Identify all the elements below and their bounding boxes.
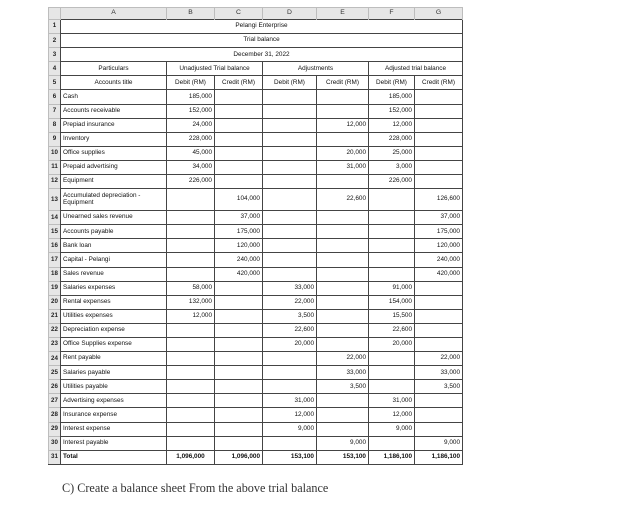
adjusted-debit-cell[interactable]: 20,000 <box>369 337 415 351</box>
unadjusted-credit-cell[interactable]: 240,000 <box>215 253 263 267</box>
adjusted-credit-cell[interactable] <box>415 160 463 174</box>
column-titles-row <box>49 76 463 90</box>
account-row <box>49 104 463 118</box>
unadjusted-credit-cell[interactable] <box>215 118 263 132</box>
adjusted-credit-cell[interactable]: 126,600 <box>415 189 463 211</box>
adjustments-debit-cell[interactable]: 9,000 <box>263 422 317 436</box>
row-number[interactable]: 28 <box>49 408 61 422</box>
adjustments-debit-cell[interactable]: 33,000 <box>263 281 317 295</box>
adjusted-debit-cell[interactable] <box>369 189 415 211</box>
adjustments-credit-cell[interactable]: 31,000 <box>317 160 369 174</box>
row-number[interactable]: 19 <box>49 281 61 295</box>
adjusted-debit-cell[interactable]: 154,000 <box>369 295 415 309</box>
account-title-cell[interactable]: Bank loan <box>61 239 167 253</box>
unadjusted-debit-cell[interactable] <box>167 211 215 225</box>
adjustments-debit-cell[interactable] <box>263 352 317 366</box>
account-row <box>49 337 463 351</box>
adjustments-credit-cell[interactable] <box>317 253 369 267</box>
adjustments-credit-cell[interactable] <box>317 175 369 189</box>
adjusted-credit-cell[interactable] <box>415 422 463 436</box>
account-row <box>49 146 463 160</box>
adjusted-credit-cell[interactable]: 1,186,100 <box>415 450 463 464</box>
adjustments-credit-cell[interactable] <box>317 90 369 104</box>
adjusted-debit-cell[interactable] <box>369 366 415 380</box>
trial-balance-sheet <box>48 7 463 465</box>
account-row <box>49 366 463 380</box>
account-row <box>49 436 463 450</box>
row-number[interactable]: 6 <box>49 90 61 104</box>
adjusted-debit-cell[interactable] <box>369 436 415 450</box>
unadjusted-credit-cell[interactable] <box>215 408 263 422</box>
unadjusted-debit-cell[interactable] <box>167 422 215 436</box>
adjusted-debit-cell[interactable]: 228,000 <box>369 132 415 146</box>
account-row <box>49 408 463 422</box>
adjustments-credit-cell[interactable] <box>317 104 369 118</box>
unadjusted-credit-cell[interactable] <box>215 160 263 174</box>
account-row <box>49 309 463 323</box>
adjusted-debit-cell[interactable] <box>369 267 415 281</box>
adjustments-credit-cell[interactable] <box>317 211 369 225</box>
row-number[interactable]: 9 <box>49 132 61 146</box>
unadjusted-credit-cell[interactable]: 420,000 <box>215 267 263 281</box>
title-row-date <box>49 48 463 62</box>
unadjusted-debit-header[interactable]: Debit (RM) <box>167 76 215 90</box>
adjustments-debit-cell[interactable] <box>263 366 317 380</box>
adjustments-credit-cell[interactable]: 33,000 <box>317 366 369 380</box>
account-title-cell[interactable]: Accounts payable <box>61 225 167 239</box>
unadjusted-debit-cell[interactable] <box>167 366 215 380</box>
adjusted-credit-cell[interactable]: 9,000 <box>415 436 463 450</box>
unadjusted-debit-cell[interactable]: 1,096,000 <box>167 450 215 464</box>
adjusted-credit-cell[interactable] <box>415 394 463 408</box>
account-row <box>49 394 463 408</box>
adjustments-debit-cell[interactable] <box>263 380 317 394</box>
unadjusted-credit-cell[interactable] <box>215 366 263 380</box>
adjusted-debit-cell[interactable]: 12,000 <box>369 408 415 422</box>
unadjusted-credit-header[interactable]: Credit (RM) <box>215 76 263 90</box>
adjusted-debit-cell[interactable] <box>369 380 415 394</box>
unadjusted-credit-cell[interactable] <box>215 104 263 118</box>
unadjusted-debit-cell[interactable] <box>167 225 215 239</box>
statement-name-cell[interactable]: Trial balance <box>61 34 463 48</box>
row-number[interactable]: 4 <box>49 62 61 76</box>
account-row <box>49 132 463 146</box>
row-number[interactable]: 26 <box>49 380 61 394</box>
adjusted-debit-cell[interactable]: 31,000 <box>369 394 415 408</box>
adjusted-debit-cell[interactable]: 15,500 <box>369 309 415 323</box>
unadjusted-credit-cell[interactable] <box>215 132 263 146</box>
unadjusted-debit-cell[interactable]: 24,000 <box>167 118 215 132</box>
unadjusted-credit-cell[interactable] <box>215 337 263 351</box>
column-header-g[interactable]: G <box>415 8 463 20</box>
adjusted-debit-cell[interactable]: 226,000 <box>369 175 415 189</box>
adjusted-debit-cell[interactable]: 12,000 <box>369 118 415 132</box>
account-row <box>49 422 463 436</box>
unadjusted-debit-cell[interactable] <box>167 380 215 394</box>
unadjusted-credit-cell[interactable] <box>215 90 263 104</box>
adjusted-credit-cell[interactable]: 175,000 <box>415 225 463 239</box>
unadjusted-debit-cell[interactable]: 45,000 <box>167 146 215 160</box>
adjustments-credit-cell[interactable] <box>317 323 369 337</box>
unadjusted-debit-cell[interactable] <box>167 253 215 267</box>
company-name-cell[interactable]: Pelangi Enterprise <box>61 20 463 34</box>
adjusted-debit-cell[interactable]: 9,000 <box>369 422 415 436</box>
unadjusted-credit-cell[interactable]: 120,000 <box>215 239 263 253</box>
adjustments-debit-cell[interactable]: 153,100 <box>263 450 317 464</box>
account-title-cell[interactable]: Accumulated depreciation - Equipment <box>61 189 167 211</box>
row-number[interactable]: 21 <box>49 309 61 323</box>
unadjusted-debit-cell[interactable] <box>167 394 215 408</box>
adjustments-debit-cell[interactable] <box>263 132 317 146</box>
unadjusted-debit-cell[interactable]: 34,000 <box>167 160 215 174</box>
unadjusted-credit-cell[interactable] <box>215 281 263 295</box>
adjustments-credit-cell[interactable]: 12,000 <box>317 118 369 132</box>
adjusted-credit-cell[interactable] <box>415 281 463 295</box>
adjustments-debit-cell[interactable]: 12,000 <box>263 408 317 422</box>
account-row <box>49 239 463 253</box>
account-title-cell[interactable]: Inventory <box>61 132 167 146</box>
row-number[interactable]: 7 <box>49 104 61 118</box>
account-title-cell[interactable]: Unearned sales revenue <box>61 211 167 225</box>
row-number[interactable]: 25 <box>49 366 61 380</box>
row-number[interactable]: 5 <box>49 76 61 90</box>
unadjusted-debit-cell[interactable] <box>167 267 215 281</box>
adjustments-credit-header[interactable]: Credit (RM) <box>317 76 369 90</box>
row-number[interactable]: 31 <box>49 450 61 464</box>
row-number[interactable]: 20 <box>49 295 61 309</box>
unadjusted-debit-cell[interactable] <box>167 352 215 366</box>
adjustments-debit-cell[interactable]: 20,000 <box>263 337 317 351</box>
row-number[interactable]: 22 <box>49 323 61 337</box>
adjustments-credit-cell[interactable] <box>317 337 369 351</box>
adjustments-debit-header[interactable]: Debit (RM) <box>263 76 317 90</box>
row-number[interactable]: 1 <box>49 20 61 34</box>
adjustments-credit-cell[interactable] <box>317 309 369 323</box>
row-number[interactable]: 24 <box>49 352 61 366</box>
unadjusted-trial-balance-header[interactable]: Unadjusted Trial balance <box>167 62 263 76</box>
account-row <box>49 160 463 174</box>
adjusted-credit-cell[interactable]: 120,000 <box>415 239 463 253</box>
adjusted-debit-cell[interactable]: 91,000 <box>369 281 415 295</box>
adjusted-credit-cell[interactable] <box>415 132 463 146</box>
adjusted-debit-cell[interactable] <box>369 239 415 253</box>
account-title-cell[interactable]: Rent payable <box>61 352 167 366</box>
adjustments-credit-cell[interactable] <box>317 267 369 281</box>
account-row <box>49 281 463 295</box>
account-row <box>49 211 463 225</box>
unadjusted-credit-cell[interactable] <box>215 422 263 436</box>
adjusted-credit-cell[interactable] <box>415 309 463 323</box>
adjustments-credit-cell[interactable]: 22,600 <box>317 189 369 211</box>
adjusted-credit-cell[interactable] <box>415 295 463 309</box>
adjustments-header[interactable]: Adjustments <box>263 62 369 76</box>
row-number[interactable]: 12 <box>49 175 61 189</box>
unadjusted-credit-cell[interactable] <box>215 380 263 394</box>
column-header-d[interactable]: D <box>263 8 317 20</box>
unadjusted-debit-cell[interactable]: 185,000 <box>167 90 215 104</box>
adjustments-credit-cell[interactable] <box>317 408 369 422</box>
unadjusted-credit-cell[interactable] <box>215 175 263 189</box>
title-row-company <box>49 20 463 34</box>
column-header-a[interactable]: A <box>61 8 167 20</box>
unadjusted-debit-cell[interactable] <box>167 323 215 337</box>
unadjusted-credit-cell[interactable]: 104,000 <box>215 189 263 211</box>
adjusted-credit-header[interactable]: Credit (RM) <box>415 76 463 90</box>
account-row <box>49 295 463 309</box>
row-number[interactable]: 14 <box>49 211 61 225</box>
account-row <box>49 225 463 239</box>
adjusted-credit-cell[interactable] <box>415 90 463 104</box>
column-header-row <box>49 8 463 20</box>
adjustments-credit-cell[interactable] <box>317 132 369 146</box>
account-title-cell[interactable]: Rental expenses <box>61 295 167 309</box>
adjusted-debit-cell[interactable]: 25,000 <box>369 146 415 160</box>
adjusted-credit-cell[interactable]: 37,000 <box>415 211 463 225</box>
row-number[interactable]: 27 <box>49 394 61 408</box>
unadjusted-debit-cell[interactable]: 58,000 <box>167 281 215 295</box>
adjusted-credit-cell[interactable] <box>415 175 463 189</box>
column-header-e[interactable]: E <box>317 8 369 20</box>
column-header-f[interactable]: F <box>369 8 415 20</box>
account-title-cell[interactable]: Equipment <box>61 175 167 189</box>
adjustments-debit-cell[interactable] <box>263 104 317 118</box>
row-number[interactable]: 18 <box>49 267 61 281</box>
adjustments-credit-cell[interactable] <box>317 239 369 253</box>
adjusted-credit-cell[interactable]: 240,000 <box>415 253 463 267</box>
unadjusted-debit-cell[interactable]: 132,000 <box>167 295 215 309</box>
adjusted-credit-cell[interactable] <box>415 104 463 118</box>
account-title-cell[interactable]: Salaries expenses <box>61 281 167 295</box>
adjusted-credit-cell[interactable] <box>415 408 463 422</box>
account-title-cell[interactable]: Utilities payable <box>61 380 167 394</box>
unadjusted-credit-cell[interactable] <box>215 323 263 337</box>
row-number[interactable]: 29 <box>49 422 61 436</box>
column-header-b[interactable]: B <box>167 8 215 20</box>
row-number[interactable]: 30 <box>49 436 61 450</box>
account-row <box>49 90 463 104</box>
adjustments-credit-cell[interactable] <box>317 422 369 436</box>
adjustments-debit-cell[interactable] <box>263 253 317 267</box>
statement-date-cell[interactable]: December 31, 2022 <box>61 48 463 62</box>
adjusted-debit-cell[interactable] <box>369 253 415 267</box>
adjustments-debit-cell[interactable]: 22,600 <box>263 323 317 337</box>
adjustments-credit-cell[interactable]: 22,000 <box>317 352 369 366</box>
adjusted-credit-cell[interactable] <box>415 337 463 351</box>
unadjusted-debit-cell[interactable]: 228,000 <box>167 132 215 146</box>
account-title-cell[interactable]: Interest payable <box>61 436 167 450</box>
adjustments-debit-cell[interactable]: 22,000 <box>263 295 317 309</box>
row-number[interactable]: 3 <box>49 48 61 62</box>
accounts-title-header[interactable]: Accounts title <box>61 76 167 90</box>
adjusted-debit-cell[interactable]: 152,000 <box>369 104 415 118</box>
account-title-cell[interactable]: Cash <box>61 90 167 104</box>
adjustments-debit-cell[interactable] <box>263 118 317 132</box>
unadjusted-credit-cell[interactable]: 1,096,000 <box>215 450 263 464</box>
adjustments-debit-cell[interactable] <box>263 160 317 174</box>
unadjusted-debit-cell[interactable] <box>167 189 215 211</box>
particulars-header[interactable]: Particulars <box>61 62 167 76</box>
adjustments-debit-cell[interactable] <box>263 267 317 281</box>
adjustments-credit-cell[interactable] <box>317 225 369 239</box>
row-number[interactable]: 8 <box>49 118 61 132</box>
account-row <box>49 189 463 211</box>
adjusted-credit-cell[interactable] <box>415 146 463 160</box>
row-number[interactable]: 16 <box>49 239 61 253</box>
adjusted-credit-cell[interactable]: 420,000 <box>415 267 463 281</box>
account-row <box>49 267 463 281</box>
adjusted-debit-cell[interactable] <box>369 352 415 366</box>
adjustments-debit-cell[interactable] <box>263 189 317 211</box>
account-row <box>49 323 463 337</box>
account-title-cell[interactable]: Total <box>61 450 167 464</box>
adjusted-debit-cell[interactable] <box>369 211 415 225</box>
account-row <box>49 380 463 394</box>
adjusted-credit-cell[interactable]: 33,000 <box>415 366 463 380</box>
account-title-cell[interactable]: Prepiad insurance <box>61 118 167 132</box>
unadjusted-debit-cell[interactable] <box>167 337 215 351</box>
row-number[interactable]: 10 <box>49 146 61 160</box>
adjusted-debit-cell[interactable] <box>369 225 415 239</box>
account-row <box>49 253 463 267</box>
account-title-cell[interactable]: Office supplies <box>61 146 167 160</box>
adjustments-debit-cell[interactable] <box>263 225 317 239</box>
account-row <box>49 352 463 366</box>
account-title-cell[interactable]: Salaries payable <box>61 366 167 380</box>
adjusted-debit-cell[interactable]: 185,000 <box>369 90 415 104</box>
total-row <box>49 450 463 464</box>
account-title-cell[interactable]: Insurance expense <box>61 408 167 422</box>
row-number[interactable]: 17 <box>49 253 61 267</box>
adjustments-credit-cell[interactable] <box>317 281 369 295</box>
unadjusted-credit-cell[interactable] <box>215 309 263 323</box>
adjusted-credit-cell[interactable] <box>415 118 463 132</box>
row-number[interactable]: 2 <box>49 34 61 48</box>
unadjusted-debit-cell[interactable] <box>167 408 215 422</box>
account-title-cell[interactable]: Advertising expenses <box>61 394 167 408</box>
account-title-cell[interactable]: Capital - Pelangi <box>61 253 167 267</box>
account-row <box>49 118 463 132</box>
unadjusted-credit-cell[interactable] <box>215 394 263 408</box>
adjustments-debit-cell[interactable] <box>263 90 317 104</box>
adjusted-debit-cell[interactable]: 22,600 <box>369 323 415 337</box>
row-number[interactable]: 11 <box>49 160 61 174</box>
unadjusted-debit-cell[interactable]: 226,000 <box>167 175 215 189</box>
unadjusted-debit-cell[interactable] <box>167 239 215 253</box>
adjustments-debit-cell[interactable]: 31,000 <box>263 394 317 408</box>
unadjusted-credit-cell[interactable]: 175,000 <box>215 225 263 239</box>
adjustments-credit-cell[interactable]: 9,000 <box>317 436 369 450</box>
account-title-cell[interactable]: Depreciation expense <box>61 323 167 337</box>
adjustments-credit-cell[interactable]: 153,100 <box>317 450 369 464</box>
adjustments-debit-cell[interactable]: 3,500 <box>263 309 317 323</box>
unadjusted-debit-cell[interactable] <box>167 436 215 450</box>
adjusted-credit-cell[interactable] <box>415 323 463 337</box>
title-row-statement <box>49 34 463 48</box>
row-number[interactable]: 15 <box>49 225 61 239</box>
adjusted-credit-cell[interactable]: 3,500 <box>415 380 463 394</box>
adjustments-credit-cell[interactable] <box>317 394 369 408</box>
adjustments-credit-cell[interactable]: 20,000 <box>317 146 369 160</box>
unadjusted-credit-cell[interactable] <box>215 436 263 450</box>
adjustments-debit-cell[interactable] <box>263 146 317 160</box>
unadjusted-credit-cell[interactable] <box>215 352 263 366</box>
account-title-cell[interactable]: Interest expense <box>61 422 167 436</box>
account-title-cell[interactable]: Accounts receivable <box>61 104 167 118</box>
account-row <box>49 175 463 189</box>
column-header-c[interactable]: C <box>215 8 263 20</box>
unadjusted-debit-cell[interactable]: 12,000 <box>167 309 215 323</box>
unadjusted-debit-cell[interactable]: 152,000 <box>167 104 215 118</box>
adjustments-debit-cell[interactable] <box>263 436 317 450</box>
unadjusted-credit-cell[interactable] <box>215 146 263 160</box>
account-title-cell[interactable]: Utilities expenses <box>61 309 167 323</box>
adjustments-credit-cell[interactable] <box>317 295 369 309</box>
unadjusted-credit-cell[interactable]: 37,000 <box>215 211 263 225</box>
unadjusted-credit-cell[interactable] <box>215 295 263 309</box>
adjustments-debit-cell[interactable] <box>263 239 317 253</box>
adjustments-debit-cell[interactable] <box>263 211 317 225</box>
group-header-row <box>49 62 463 76</box>
question-text: C) Create a balance sheet From the above trial balance <box>62 481 329 495</box>
adjustments-credit-cell[interactable]: 3,500 <box>317 380 369 394</box>
adjustments-debit-cell[interactable] <box>263 175 317 189</box>
adjusted-debit-cell[interactable]: 1,186,100 <box>369 450 415 464</box>
account-title-cell[interactable]: Prepaid advertising <box>61 160 167 174</box>
row-number[interactable]: 23 <box>49 337 61 351</box>
adjusted-trial-balance-header[interactable]: Adjusted trial balance <box>369 62 463 76</box>
adjusted-debit-header[interactable]: Debit (RM) <box>369 76 415 90</box>
account-title-cell[interactable]: Sales revenue <box>61 267 167 281</box>
adjusted-credit-cell[interactable]: 22,000 <box>415 352 463 366</box>
corner-cell[interactable] <box>49 8 61 20</box>
row-number[interactable]: 13 <box>49 189 61 211</box>
adjusted-debit-cell[interactable]: 3,000 <box>369 160 415 174</box>
account-title-cell[interactable]: Office Supplies expense <box>61 337 167 351</box>
